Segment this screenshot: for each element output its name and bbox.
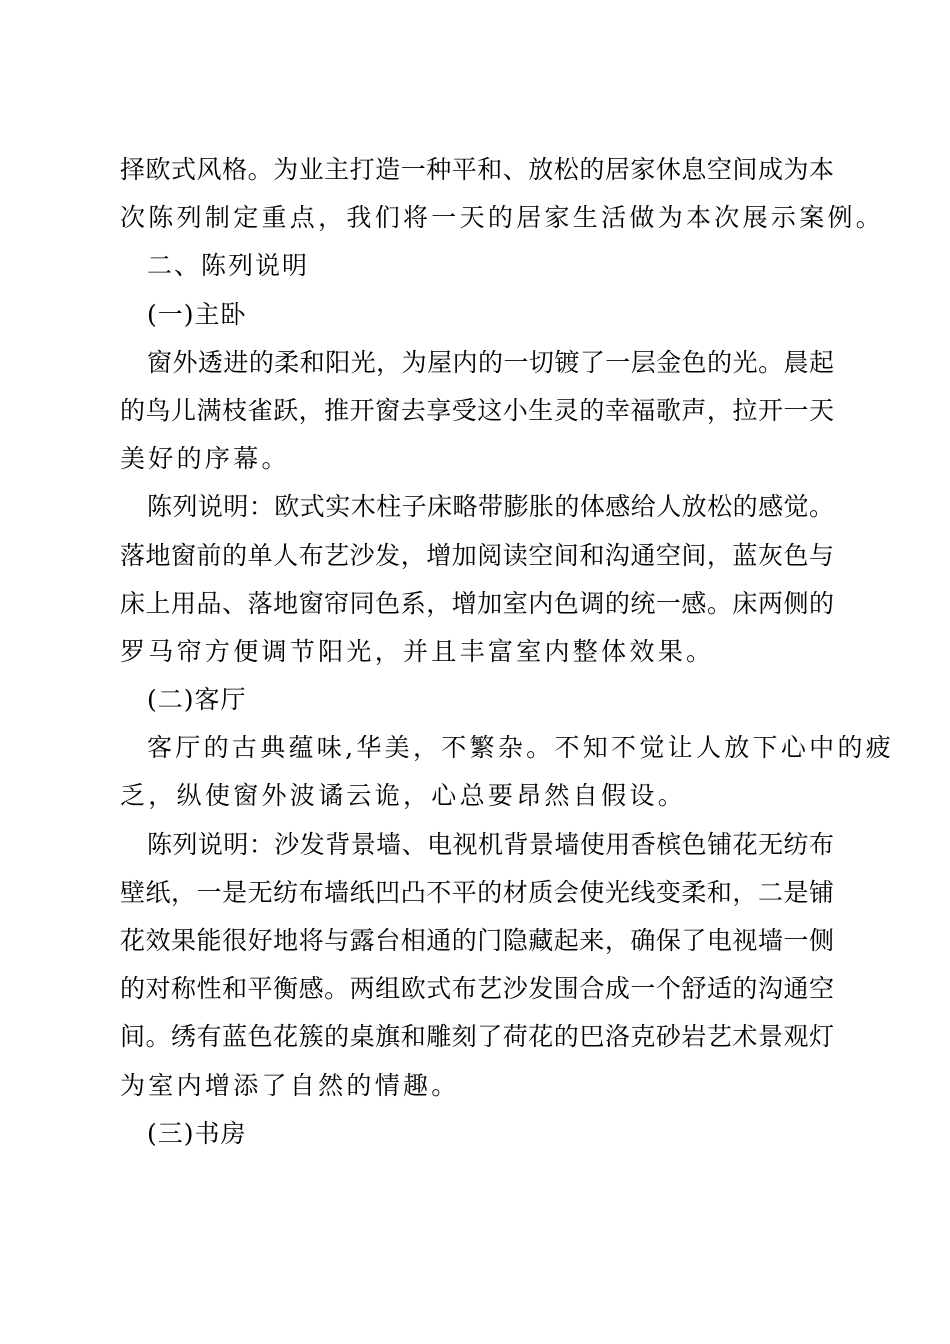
text-line: 窗外透进的柔和阳光，为屋内的一切镀了一层金色的光。晨起 [147,347,834,377]
subsection-heading: (一)主卧 [147,299,247,329]
section-heading: 二、陈列说明 [147,251,310,281]
text-line: 花效果能很好地将与露台相通的门隐藏起来，确保了电视墙一侧 [120,926,834,955]
text-line: 的对称性和平衡感。两组欧式布艺沙发围合成一个舒适的沟通空 [120,974,834,1004]
text-line: 陈列说明：沙发背景墙、电视机背景墙使用香槟色铺花无纺布 [147,829,834,859]
subsection-heading: (二)客厅 [147,685,247,715]
text-line: 客厅的古典蕴味,华美，不繁杂。不知不觉让人放下心中的疲 [147,733,895,763]
text-line: 次陈列制定重点，我们将一天的居家生活做为本次展示案例。 [120,203,885,233]
text-line: 落地窗前的单人布艺沙发，增加阅读空间和沟通空间，蓝灰色与 [120,540,834,570]
text-line: 间。绣有蓝色花簇的桌旗和雕刻了荷花的巴洛克砂岩艺术景观灯 [120,1022,834,1052]
text-line: 美好的序幕。 [120,444,290,474]
text-line: 壁纸，一是无纺布墙纸凹凸不平的材质会使光线变柔和，二是铺 [120,877,834,907]
text-line: 床上用品、落地窗帘同色系，增加室内色调的统一感。床两侧的 [120,588,834,618]
text-line: 择欧式风格。为业主打造一种平和、放松的居家休息空间成为本 [120,155,834,184]
text-line: 罗马帘方便调节阳光，并且丰富室内整体效果。 [120,636,715,666]
text-line: 为室内增添了自然的情趣。 [120,1070,460,1100]
document-page [120,146,895,1158]
text-line: 的鸟儿满枝雀跃，推开窗去享受这小生灵的幸福歌声，拉开一天 [120,395,834,425]
subsection-heading: (三)书房 [147,1118,247,1148]
text-line: 乏，纵使窗外波谲云诡，心总要昂然自假设。 [120,781,687,811]
text-line: 陈列说明：欧式实木柱子床略带膨胀的体感给人放松的感觉。 [147,492,834,522]
